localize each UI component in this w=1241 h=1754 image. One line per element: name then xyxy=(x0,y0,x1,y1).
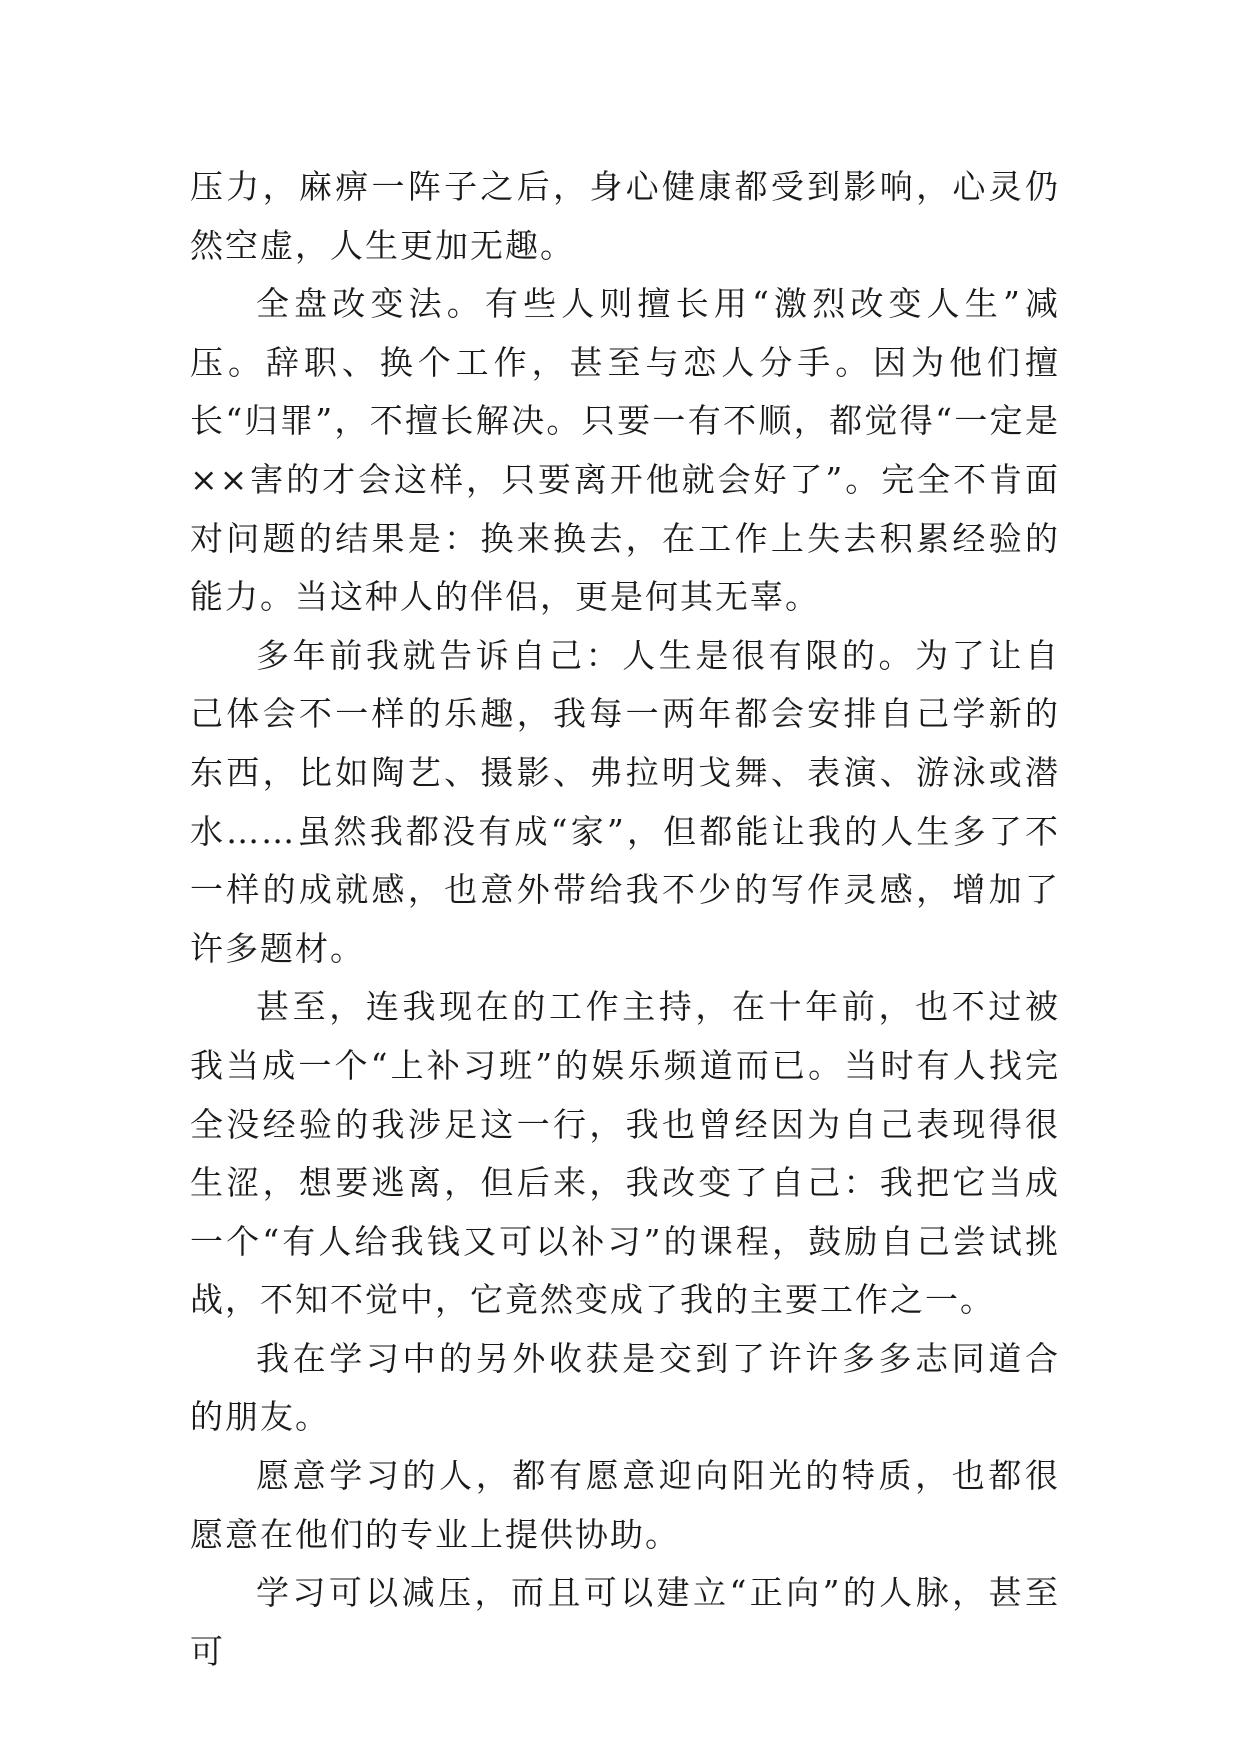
body-text xyxy=(190,158,1060,1681)
paragraph-learning-new-things: 多年前我就告诉自己：人生是很有限的。为了让自己体会不一样的乐趣，我每一两年都会安排自己学新的东西，比如陶艺、摄影、弗拉明戈舞、表演、游泳或潜水……虽然我都没有成“家”，但都能让我的人生多了不一样的成就感，也意外带给我不少的写作灵感，增加了许多题材。 xyxy=(190,635,1060,968)
paragraph-learning-reduces-stress: 学习可以减压，而且可以建立“正向”的人脉，甚至可 xyxy=(190,1573,1060,1671)
paragraph-friends: 我在学习中的另外收获是交到了许许多多志同道合的朋友。 xyxy=(190,1338,1060,1437)
paragraph-hosting-work: 甚至，连我现在的工作主持，在十年前，也不过被我当成一个“上补习班”的娱乐频道而已。当时有人找完全没经验的我涉足这一行，我也曾经因为自己表现得很生涩，想要逃离，但后来，我改变了自己：我把它当成一个“有人给我钱又可以补习”的课程，鼓励自己尝试挑战，不知不觉中，它竟然变成了我的主要工作之一。 xyxy=(190,987,1060,1320)
paragraph-total-change: 全盘改变法。有些人则擅长用“激烈改变人生”减压。辞职、换个工作，甚至与恋人分手。因为他们擅长“归罪”，不擅长解决。只要一有不顺，都觉得“一定是××害的才会这样，只要离开他就会好了”。完全不肯面对问题的结果是：换来换去，在工作上失去积累经验的能力。当这种人的伴侣，更是何其无辜。 xyxy=(190,284,1060,617)
paragraph-willing-learners: 愿意学习的人，都有愿意迎向阳光的特质，也都很愿意在他们的专业上提供协助。 xyxy=(190,1456,1060,1554)
paragraph-continuation: 压力，麻痹一阵子之后，身心健康都受到影响，心灵仍然空虚，人生更加无趣。 xyxy=(190,167,1060,265)
